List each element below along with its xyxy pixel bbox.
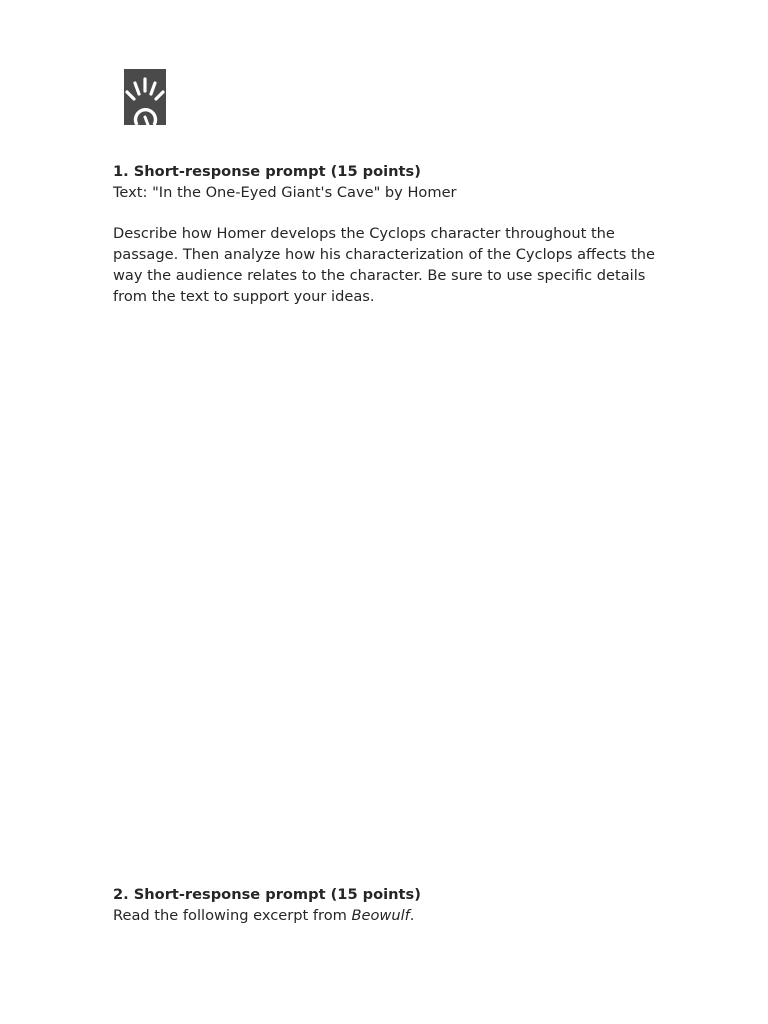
sunburst-logo-icon [124, 69, 166, 125]
question-2-work-title: Beowulf [351, 906, 410, 924]
question-2-intro: Read the following excerpt from [113, 906, 352, 924]
question-2-title: 2. Short-response prompt (15 points) [113, 886, 421, 903]
question-1-title: 1. Short-response prompt (15 points) [113, 163, 421, 180]
question-1-text-source: Text: "In the One-Eyed Giant's Cave" by Homer [113, 183, 457, 201]
question-2-instruction [113, 906, 683, 927]
question-1-prompt: Describe how Homer develops the Cyclops character throughout the passage. Then analyze how his characterization of the Cyclops affects the way the audience relates to the character. Be sure to use specific details from the text to support your ideas. [113, 225, 655, 305]
question-2-end: . [409, 906, 415, 924]
question-1 [113, 162, 683, 308]
question-2 [113, 885, 683, 927]
